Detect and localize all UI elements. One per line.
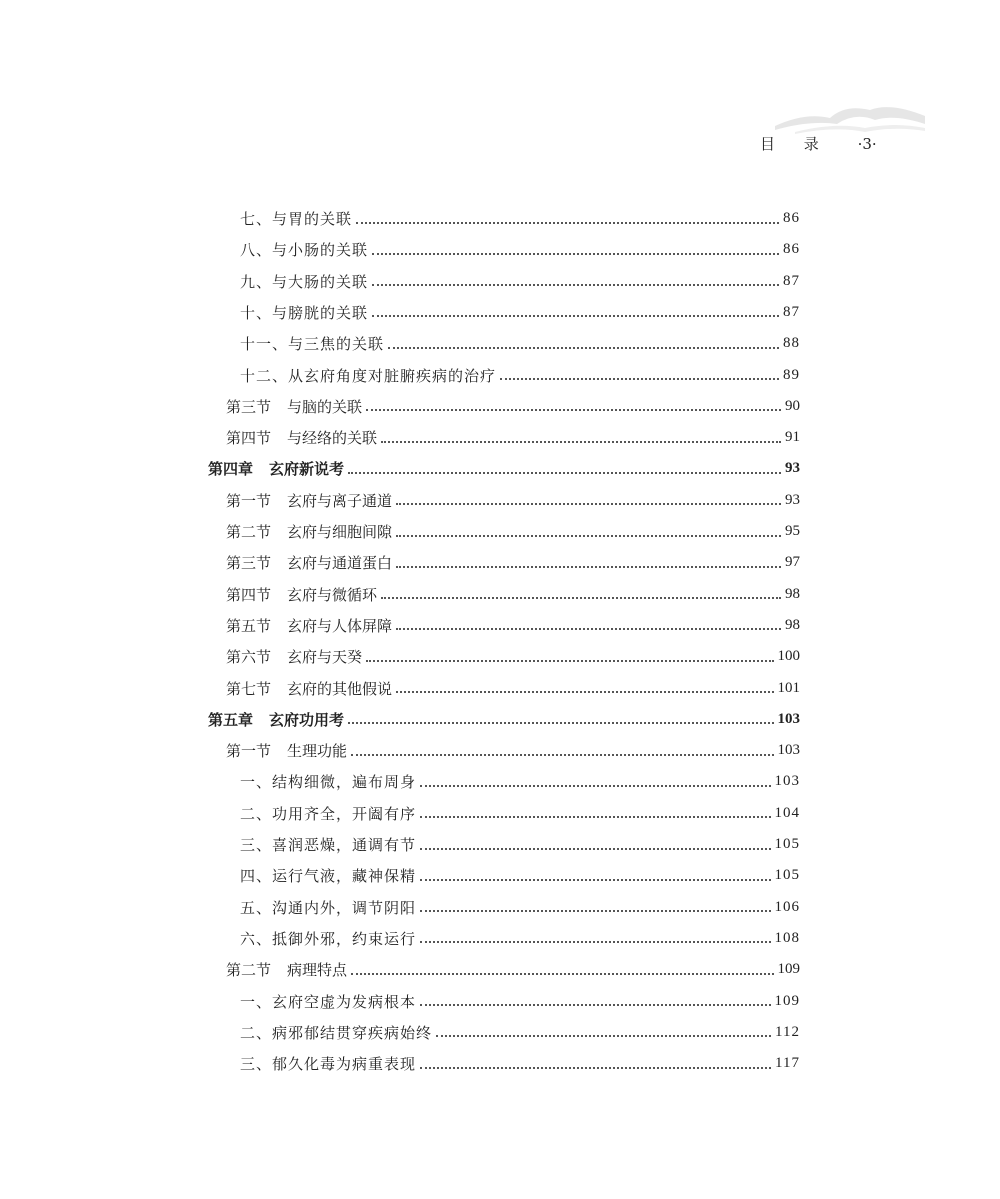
toc-entry-title: 生理功能 bbox=[287, 742, 348, 761]
toc-entry-number: 第三节 bbox=[226, 397, 272, 416]
toc-leader-dots bbox=[420, 1065, 771, 1069]
toc-entry[interactable] bbox=[226, 641, 800, 672]
toc-entry[interactable] bbox=[226, 954, 800, 985]
toc-entry-label bbox=[226, 584, 377, 605]
toc-entry[interactable] bbox=[226, 735, 800, 766]
toc-entry-page: 87 bbox=[783, 303, 800, 320]
toc-leader-dots bbox=[381, 439, 781, 443]
toc-entry-title: 病理特点 bbox=[287, 961, 348, 980]
toc-entry-label bbox=[240, 897, 416, 918]
header-page-number: ·3· bbox=[857, 135, 877, 153]
toc-entry[interactable] bbox=[208, 453, 800, 484]
toc-entry[interactable] bbox=[226, 673, 800, 704]
toc-entry[interactable] bbox=[240, 766, 800, 797]
toc-entry[interactable] bbox=[240, 892, 800, 923]
toc-entry-title: 一、结构细微，遍布周身 bbox=[240, 773, 417, 792]
toc-entry-label bbox=[240, 865, 416, 886]
toc-leader-dots bbox=[372, 251, 779, 255]
toc-entry-page: 103 bbox=[777, 742, 800, 759]
toc-entry[interactable] bbox=[226, 516, 800, 547]
toc-leader-dots bbox=[366, 658, 773, 662]
toc-entry-number: 第三节 bbox=[226, 554, 272, 573]
toc-entry[interactable] bbox=[226, 422, 800, 453]
toc-entry[interactable] bbox=[240, 986, 800, 1017]
toc-entry-label bbox=[226, 521, 392, 542]
toc-entry-title: 玄府的其他假说 bbox=[287, 679, 393, 698]
toc-entry-title: 四、运行气液，藏神保精 bbox=[240, 867, 417, 886]
toc-leader-dots bbox=[351, 752, 773, 756]
toc-entry-page: 98 bbox=[785, 585, 800, 602]
toc-entry-page: 112 bbox=[775, 1023, 800, 1040]
toc-leader-dots bbox=[436, 1033, 771, 1037]
toc-entry-label bbox=[240, 1022, 432, 1043]
header-title: 目 录 bbox=[760, 135, 831, 153]
toc-entry-title: 玄府与通道蛋白 bbox=[287, 554, 393, 573]
toc-entry-title: 玄府与离子通道 bbox=[287, 491, 393, 510]
toc-entry-title: 玄府功用考 bbox=[269, 710, 345, 729]
toc-entry-page: 103 bbox=[777, 710, 800, 727]
toc-entry-number: 第二节 bbox=[226, 961, 272, 980]
toc-entry-label bbox=[226, 490, 392, 511]
toc-entry-page: 86 bbox=[783, 241, 800, 258]
toc-entry-title: 与脑的关联 bbox=[287, 397, 363, 416]
running-header bbox=[760, 133, 877, 154]
toc-entry-number: 第一节 bbox=[226, 491, 272, 510]
toc-entry-title: 与经络的关联 bbox=[287, 429, 378, 448]
toc-entry-label bbox=[240, 333, 384, 354]
toc-entry[interactable] bbox=[240, 360, 800, 391]
toc-leader-dots bbox=[372, 282, 779, 286]
toc-entry-title: 九、与大肠的关联 bbox=[240, 272, 369, 291]
toc-entry[interactable] bbox=[240, 328, 800, 359]
toc-entry-label bbox=[208, 458, 344, 479]
toc-leader-dots bbox=[420, 908, 770, 912]
toc-entry-number: 第七节 bbox=[226, 679, 272, 698]
toc-entry-label bbox=[240, 1053, 416, 1074]
toc-leader-dots bbox=[388, 345, 779, 349]
toc-leader-dots bbox=[396, 564, 781, 568]
toc-entry[interactable] bbox=[240, 297, 800, 328]
toc-entry-page: 88 bbox=[783, 335, 800, 352]
toc-entry-number: 第五章 bbox=[208, 710, 254, 729]
toc-entry[interactable] bbox=[240, 829, 800, 860]
toc-entry[interactable] bbox=[240, 234, 800, 265]
toc-entry-page: 87 bbox=[783, 272, 800, 289]
toc-entry[interactable] bbox=[240, 923, 800, 954]
toc-entry-page: 109 bbox=[777, 961, 800, 978]
toc-leader-dots bbox=[372, 313, 779, 317]
toc-leader-dots bbox=[420, 1002, 770, 1006]
toc-entry-label bbox=[240, 834, 416, 855]
toc-entry[interactable] bbox=[240, 798, 800, 829]
toc-entry-label bbox=[208, 709, 344, 730]
toc-leader-dots bbox=[381, 595, 781, 599]
toc-entry-title: 六、抵御外邪，约束运行 bbox=[240, 929, 417, 948]
toc-entry-label bbox=[240, 271, 368, 292]
toc-entry-title: 十二、从玄府角度对脏腑疾病的治疗 bbox=[240, 366, 497, 385]
toc-entry[interactable] bbox=[240, 266, 800, 297]
toc-leader-dots bbox=[348, 470, 781, 474]
toc-leader-dots bbox=[366, 407, 781, 411]
toc-leader-dots bbox=[396, 626, 781, 630]
toc-entry-number: 第四节 bbox=[226, 585, 272, 604]
toc-leader-dots bbox=[420, 814, 770, 818]
toc-entry-label bbox=[240, 928, 416, 949]
toc-leader-dots bbox=[348, 720, 773, 724]
toc-entry[interactable] bbox=[226, 547, 800, 578]
toc-entry-page: 100 bbox=[777, 648, 800, 665]
toc-leader-dots bbox=[420, 939, 770, 943]
toc-entry-label bbox=[226, 427, 377, 448]
toc-entry[interactable] bbox=[226, 391, 800, 422]
toc-entry-page: 95 bbox=[785, 523, 800, 539]
toc-entry-label bbox=[240, 803, 416, 824]
toc-entry-title: 十一、与三焦的关联 bbox=[240, 335, 385, 354]
toc-entry-title: 玄府与细胞间隙 bbox=[287, 523, 393, 541]
toc-entry-page: 93 bbox=[785, 460, 800, 477]
toc-entry[interactable] bbox=[226, 579, 800, 610]
toc-entry-title: 玄府与微循环 bbox=[287, 585, 378, 604]
toc-entry-number: 第六节 bbox=[226, 648, 272, 667]
toc-entry-title: 玄府与天癸 bbox=[287, 648, 363, 667]
toc-entry-label bbox=[240, 771, 416, 792]
toc-entry-page: 86 bbox=[783, 210, 800, 226]
toc-entry-page: 105 bbox=[774, 867, 800, 884]
toc-entry[interactable] bbox=[226, 610, 800, 641]
toc-entry-number: 第四节 bbox=[226, 429, 272, 448]
toc-entry-title: 十、与膀胱的关联 bbox=[240, 303, 369, 322]
toc-entry-label bbox=[226, 646, 362, 667]
toc-entry-page: 89 bbox=[783, 366, 800, 383]
cloud-ornament-icon bbox=[775, 98, 925, 138]
toc-entry-label bbox=[226, 959, 347, 980]
toc-entry-number: 第二节 bbox=[226, 523, 272, 541]
toc-entry-label bbox=[226, 396, 362, 417]
toc-entry-number: 第四章 bbox=[208, 460, 254, 479]
toc-entry[interactable] bbox=[208, 704, 800, 735]
toc-leader-dots bbox=[420, 846, 770, 850]
toc-entry-title: 八、与小肠的关联 bbox=[240, 241, 369, 260]
toc-leader-dots bbox=[351, 971, 773, 975]
toc-entry-page: 103 bbox=[774, 773, 800, 790]
toc-entry-page: 105 bbox=[774, 836, 800, 852]
toc-leader-dots bbox=[420, 783, 770, 787]
toc-entry-title: 玄府新说考 bbox=[269, 460, 345, 479]
toc-leader-dots bbox=[396, 689, 773, 693]
toc-entry-title: 二、病邪郁结贯穿疾病始终 bbox=[240, 1023, 433, 1042]
toc-entry-title: 一、玄府空虚为发病根本 bbox=[240, 992, 417, 1011]
toc-entry-title: 玄府与人体屏障 bbox=[287, 616, 393, 635]
toc-entry-page: 104 bbox=[774, 804, 800, 821]
toc-entry-page: 90 bbox=[785, 397, 800, 414]
toc-entry-title: 三、喜润恶燥，通调有节 bbox=[240, 836, 417, 854]
toc-leader-dots bbox=[500, 376, 779, 380]
toc-entry-title: 五、沟通内外，调节阴阳 bbox=[240, 898, 417, 917]
toc-entry-number: 第一节 bbox=[226, 742, 272, 761]
toc-entry[interactable] bbox=[240, 203, 800, 234]
toc-entry-label bbox=[226, 615, 392, 636]
toc-entry-label bbox=[226, 678, 392, 699]
toc-entry-page: 101 bbox=[777, 679, 800, 696]
toc-leader-dots bbox=[420, 877, 770, 881]
toc-entry[interactable] bbox=[226, 485, 800, 516]
toc-entry-page: 108 bbox=[774, 929, 800, 946]
toc-entry-page: 93 bbox=[785, 491, 800, 508]
toc-entry-label bbox=[240, 302, 368, 323]
toc-leader-dots bbox=[396, 533, 781, 537]
toc-entry-page: 97 bbox=[785, 554, 800, 571]
toc-entry-label bbox=[240, 239, 368, 260]
toc-entry-title: 三、郁久化毒为病重表现 bbox=[240, 1055, 417, 1074]
toc-entry-page: 117 bbox=[775, 1055, 800, 1072]
toc-entry-number: 第五节 bbox=[226, 616, 272, 635]
toc-entry-label bbox=[240, 208, 352, 229]
toc-entry[interactable] bbox=[240, 1048, 800, 1079]
toc-entry-page: 109 bbox=[774, 992, 800, 1009]
toc-entry[interactable] bbox=[240, 1017, 800, 1048]
toc-entry-label bbox=[240, 991, 416, 1012]
toc-entry-page: 98 bbox=[785, 616, 800, 633]
toc-entry-title: 七、与胃的关联 bbox=[240, 210, 353, 228]
toc-entry-label bbox=[226, 552, 392, 573]
toc-leader-dots bbox=[356, 220, 779, 224]
toc-entry[interactable] bbox=[240, 860, 800, 891]
toc-entry-label bbox=[240, 365, 496, 386]
toc-entry-label bbox=[226, 740, 347, 761]
toc-entry-title: 二、功用齐全，开阖有序 bbox=[240, 804, 417, 823]
toc-entry-page: 91 bbox=[785, 429, 800, 446]
toc-leader-dots bbox=[396, 501, 781, 505]
toc-entry-page: 106 bbox=[774, 898, 800, 915]
